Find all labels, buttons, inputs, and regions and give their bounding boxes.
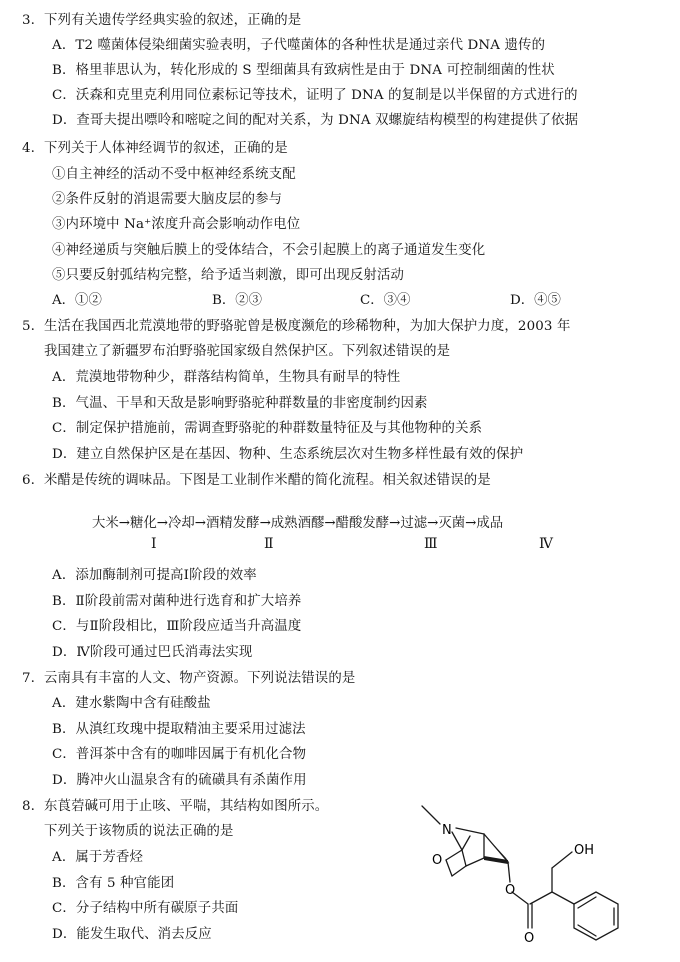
q5-option-c: C．制定保护措施前，需调查野骆驼的种群数量特征及与其他物种的关系: [52, 421, 483, 436]
q4-option-a: A．①②: [52, 293, 102, 308]
q5-stem-line2: 我国建立了新疆罗布泊野骆驼国家级自然保护区。下列叙述错误的是: [44, 344, 451, 359]
q7-option-a: A．建水紫陶中含有硅酸盐: [52, 696, 211, 711]
q7-number: 7.: [22, 671, 36, 686]
q4-item-1: ①自主神经的活动不受中枢神经系统支配: [52, 167, 296, 182]
q6-option-d: D．Ⅳ阶段可通过巴氏消毒法实现: [52, 645, 253, 660]
q3-stem: 下列有关遗传学经典实验的叙述，正确的是: [44, 13, 302, 28]
q4-stem: 下列关于人体神经调节的叙述，正确的是: [44, 141, 288, 156]
q8-option-c: C．分子结构中所有碳原子共面: [52, 901, 239, 916]
q8-stem-line1: 东莨菪碱可用于止咳、平喘，其结构如图所示。: [44, 799, 329, 814]
q4-number: 4.: [22, 141, 36, 156]
q4-item-5: ⑤只要反射弧结构完整，给予适当刺激，即可出现反射活动: [52, 268, 405, 283]
q3-option-d: D．查哥夫提出嘌呤和嘧啶之间的配对关系，为 DNA 双螺旋结构模型的构建提供了依据: [52, 113, 579, 128]
q8-stem-line2: 下列关于该物质的说法正确的是: [44, 824, 234, 839]
q3-option-c: C．沃森和克里克利用同位素标记等技术，证明了 DNA 的复制是以半保留的方式进行的: [52, 88, 578, 103]
q5-option-b: B．气温、干旱和天敌是影响野骆驼种群数量的非密度制约因素: [52, 396, 428, 411]
q4-item-2: ②条件反射的消退需要大脑皮层的参与: [52, 192, 283, 207]
scopolamine-structure-diagram: [400, 796, 670, 958]
q3-number: 3.: [22, 13, 36, 28]
q6-stage-4: Ⅳ: [539, 536, 553, 552]
q8-number: 8.: [22, 799, 36, 814]
q6-stage-1: Ⅰ: [151, 536, 157, 552]
q4-option-d: D．④⑤: [510, 293, 561, 308]
q4-option-b: B．②③: [212, 293, 263, 308]
structure-label-o-carbonyl: O: [524, 931, 535, 946]
q7-option-b: B．从滇红玫瑰中提取精油主要采用过滤法: [52, 722, 306, 737]
q7-option-c: C．普洱茶中含有的咖啡因属于有机化合物: [52, 747, 307, 762]
structure-label-n: N: [442, 823, 452, 838]
structure-label-o-ester: O: [505, 883, 516, 898]
q5-option-a: A．荒漠地带物种少，群落结构简单，生物具有耐旱的特性: [52, 370, 401, 385]
structure-label-oh: OH: [574, 843, 595, 858]
q4-option-c: C．③④: [360, 293, 411, 308]
q6-number: 6.: [22, 473, 36, 488]
q4-options-row: [0, 292, 680, 312]
q6-option-c: C．与Ⅱ阶段相比，Ⅲ阶段应适当升高温度: [52, 619, 302, 634]
q7-option-d: D．腾冲火山温泉含有的硫磺具有杀菌作用: [52, 773, 307, 788]
q7-stem: 云南具有丰富的人文、物产资源。下列说法错误的是: [44, 671, 356, 686]
q8-option-b: B．含有 5 种官能团: [52, 876, 175, 891]
q3-option-b: B．格里菲思认为，转化形成的 S 型细菌具有致病性是由于 DNA 可控制细菌的性状: [52, 63, 555, 78]
q4-item-4: ④神经递质与突触后膜上的受体结合，不会引起膜上的离子通道发生变化: [52, 243, 486, 258]
q5-stem-line1: 生活在我国西北荒漠地带的野骆驼曾是极度濒危的珍稀物种，为加大保护力度，2003 年: [44, 319, 571, 334]
q6-stem: 米醋是传统的调味品。下图是工业制作米醋的简化流程。相关叙述错误的是: [44, 473, 491, 488]
q8-option-d: D．能发生取代、消去反应: [52, 927, 212, 942]
structure-label-o-epoxide: O: [432, 853, 443, 868]
q5-number: 5.: [22, 319, 36, 334]
q8-option-a: A．属于芳香烃: [52, 850, 144, 865]
q6-option-b: B．Ⅱ阶段前需对菌种进行选育和扩大培养: [52, 594, 302, 609]
q6-flow-diagram: 大米→糖化→冷却→酒精发酵→成熟酒醪→醋酸发酵→过滤→灭菌→成品: [92, 516, 504, 531]
q6-stage-3: Ⅲ: [424, 536, 438, 552]
q6-stage-2: Ⅱ: [264, 536, 274, 552]
q3-option-a: A．T2 噬菌体侵染细菌实验表明，子代噬菌体的各种性状是通过亲代 DNA 遗传的: [52, 38, 546, 53]
q4-item-3: ③内环境中 Na⁺浓度升高会影响动作电位: [52, 217, 301, 232]
q5-option-d: D．建立自然保护区是在基因、物种、生态系统层次对生物多样性最有效的保护: [52, 447, 524, 462]
q6-option-a: A．添加酶制剂可提高Ⅰ阶段的效率: [52, 568, 257, 583]
